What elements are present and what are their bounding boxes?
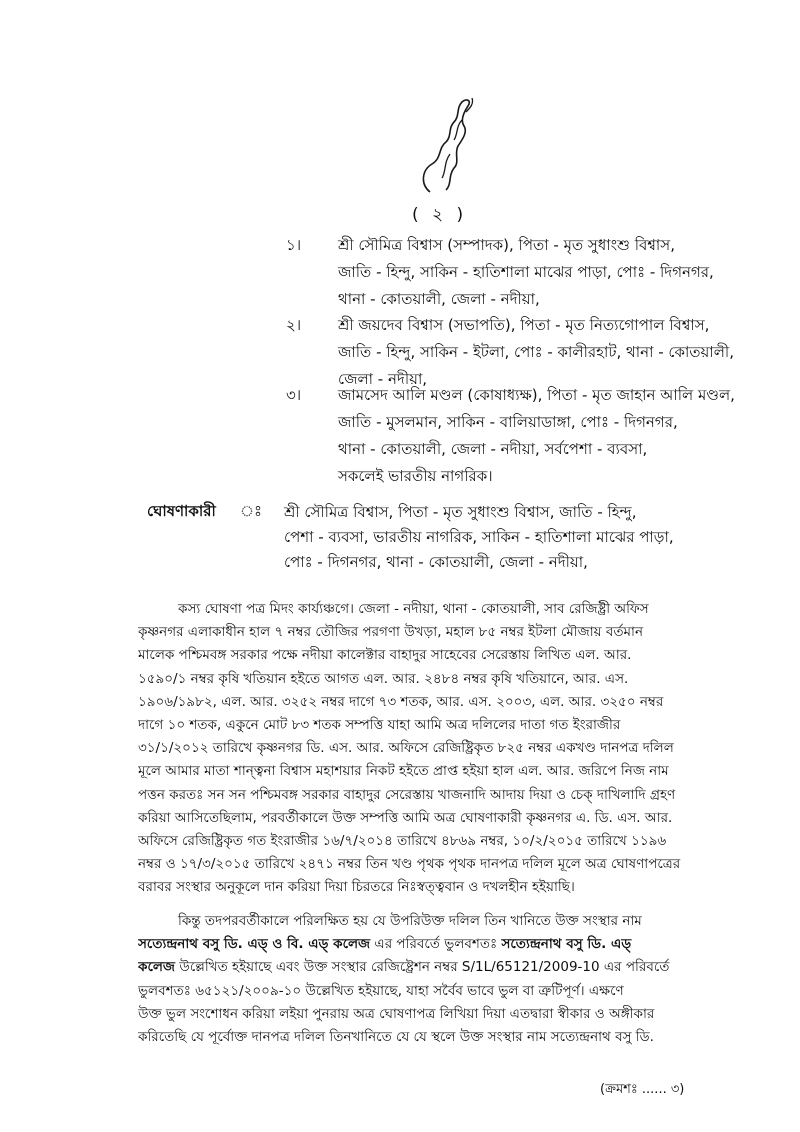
page-number: ( ২ ) xyxy=(412,205,468,225)
party-line: জামসেদ আলি মণ্ডল (কোষাধ্যক্ষ), পিতা - মৃত জাহান আলি মণ্ডল, xyxy=(338,386,735,404)
party-line: জাতি - হিন্দু, সাকিন - ইটলা, পোঃ - কালীরহাট, থানা - কোতয়ালী, xyxy=(338,343,734,361)
party-line: শ্রী জয়দেব বিশ্বাস (সভাপতি), পিতা - মৃত নিত্যগোপাল বিশ্বাস, xyxy=(338,316,710,334)
party-line: থানা - কোতয়ালী, জেলা - নদীয়া, সর্বপেশা - ব্যবসা, xyxy=(338,440,648,458)
paragraph-line: দাগে ১০ শতক, একুনে মোট ৮৩ শতক সম্পত্তি যাহা আমি অত্র দলিলের দাতা গত ইংরাজীর xyxy=(138,717,621,734)
party-number: ২। xyxy=(286,316,302,334)
declaration-paragraph-1 xyxy=(138,598,698,900)
handwritten-signature xyxy=(402,92,482,202)
party-line: জাতি - হিন্দু, সাকিন - হাতিশালা মাঝের পাড়া, পোঃ - দিগনগর, xyxy=(338,263,714,281)
paragraph-line: করিতেছি যে পূর্বোক্ত দানপত্র দলিল তিনখানিতে যে যে স্থলে উক্ত সংস্থার নাম সত্যেন্দ্রনাথ বসু ডি. xyxy=(138,1029,654,1046)
party-line: সকলেই ভারতীয় নাগরিক। xyxy=(338,467,493,485)
college-name-wrong: সত্যেন্দ্রনাথ বসু ডি. এড্ xyxy=(501,936,632,953)
party-line: জেলা - নদীয়া, xyxy=(338,370,428,388)
paragraph-line: কস্য ঘোষণা পত্র মিদং কার্য্যঞ্চগে। জেলা - নদীয়া, থানা - কোতয়ালী, সাব রেজিষ্ট্রী অফিস xyxy=(178,601,649,617)
paragraph-line: ভুলবশতঃ ৬৫১২১/২০০৯-১০ উল্লেখিত হইয়াছে, যাহা সর্বৈব ভাবে ভুল বা ত্রুটিপূর্ণ। এক্ষণে xyxy=(138,982,624,999)
declaration-paragraph-2 xyxy=(138,910,698,1049)
paragraph-text: উল্লেখিত হইয়াছে এবং উক্ত সংস্থার রেজিষ্ট্রেশন নম্বর S/1L/65121/2009-10 এর পরিবর্তে xyxy=(175,959,670,976)
paragraph-line: ১৯০৬/১৯৮২, এল. আর. ৩২৫২ নম্বর দাগে ৭৩ শতক, আর. এস. ২০০৩, এল. আর. ৩২৫০ নম্বর xyxy=(138,693,664,710)
college-name-correct: সত্যেন্দ্রনাথ বসু ডি. এড্ ও বি. এড্ কলেজ xyxy=(138,936,371,953)
paragraph-line: করিয়া আসিতেছিলাম, পরবর্তীকালে উক্ত সম্পত্তি আমি অত্র ঘোষণাকারী কৃষ্ণনগর এ. ডি. এস. আর. xyxy=(138,809,673,826)
declarant-colon: ঃ xyxy=(240,502,263,520)
paragraph-line: মালেক পশ্চিমবঙ্গ সরকার পক্ষে নদীয়া কালেক্টার বাহাদুর সাহেবের সেরেস্তায় লিখিত এল. আর. xyxy=(138,647,632,664)
college-name-wrong-cont: কলেজ xyxy=(138,959,176,976)
paragraph-line: কিন্তু তদপরবর্তীকালে পরিলক্ষিত হয় যে উপরিউক্ত দলিল তিন খানিতে উক্ত সংস্থার নাম xyxy=(178,913,642,929)
continued-note: (ক্রমশঃ ...... ৩) xyxy=(600,1082,685,1097)
paragraph-line: উক্ত ভুল সংশোধন করিয়া লইয়া পুনরায় অত্র ঘোষণাপত্র লিখিয়া দিয়া এতদ্বারা স্বীকার ও অঙ্গীকার xyxy=(138,1005,655,1022)
declarant-line: পোঃ - দিগনগর, থানা - কোতয়ালী, জেলা - নদীয়া, xyxy=(284,553,588,571)
paragraph-line xyxy=(138,956,698,979)
party-line: জাতি - মুসলমান, সাকিন - বালিয়াডাঙ্গা, পোঃ - দিগনগর, xyxy=(338,413,678,431)
paragraph-line: কৃষ্ণনগর এলাকাধীন হাল ৭ নম্বর তৌজির পরগণা উখড়া, মহাল ৮৫ নম্বর ইটলা মৌজায় বর্তমান xyxy=(138,624,643,641)
paragraph-line: ১৫৯০/১ নম্বর কৃষি খতিয়ান হইতে আগত এল. আর. ২৪৮৪ নম্বর কৃষি খতিয়ানে, আর. এস. xyxy=(138,670,629,687)
declarant-line: শ্রী সৌমিত্র বিশ্বাস, পিতা - মৃত সুধাংশু বিশ্বাস, জাতি - হিন্দু, xyxy=(284,503,637,521)
paragraph-line: নম্বর ও ১৭/৩/২০১৫ তারিখে ২৪৭১ নম্বর তিন খণ্ড পৃথক পৃথক দানপত্র দলিল মূলে অত্র ঘোষণাপত্রের xyxy=(138,856,681,873)
declarant-line: পেশা - ব্যবসা, ভারতীয় নাগরিক, সাকিন - হাতিশালা মাঝের পাড়া, xyxy=(284,528,674,546)
paragraph-line xyxy=(138,933,698,956)
paragraph-line: বরাবর সংস্থার অনুকূলে দান করিয়া দিয়া চিরতরে নিঃস্বত্ত্ববান ও দখলহীন হইয়াছি। xyxy=(138,879,575,896)
paragraph-text: এর পরিবর্তে ভুলবশতঃ xyxy=(370,936,502,953)
paragraph-line: ৩১/১/২০১২ তারিখে কৃষ্ণনগর ডি. এস. আর. অফিসে রেজিষ্ট্রিকৃত ৮২৫ নম্বর একখণ্ড দানপত্র দলিল xyxy=(138,740,674,757)
party-number: ৩। xyxy=(286,386,302,404)
declarant-label: ঘোষণাকারী xyxy=(147,502,216,520)
party-line: শ্রী সৌমিত্র বিশ্বাস (সম্পাদক), পিতা - মৃত সুধাংশু বিশ্বাস, xyxy=(338,236,675,254)
paragraph-line: পত্তন করতঃ সন সন পশ্চিমবঙ্গ সরকার বাহাদুর সেরেস্তায় খাজনাদি আদায় দিয়া ও চেক্ দাখিলাদি গ্রহণ xyxy=(138,786,676,803)
paragraph-line: মূলে আমার মাতা শান্ত্বনা বিশ্বাস মহাশয়ার নিকট হইতে প্রাপ্ত হইয়া হাল এল. আর. জরিপে নিজ নাম xyxy=(138,763,669,780)
declarant-details xyxy=(284,500,674,575)
party-number: ১। xyxy=(286,236,302,254)
paragraph-line: অফিসে রেজিষ্ট্রিকৃত গত ইংরাজীর ১৬/৭/২০১৪ তারিখে ৪৮৬৯ নম্বর, ১০/২/২০১৫ তারিখে ১১৯৬ xyxy=(138,833,667,850)
party-line: থানা - কোতয়ালী, জেলা - নদীয়া, xyxy=(338,290,540,308)
